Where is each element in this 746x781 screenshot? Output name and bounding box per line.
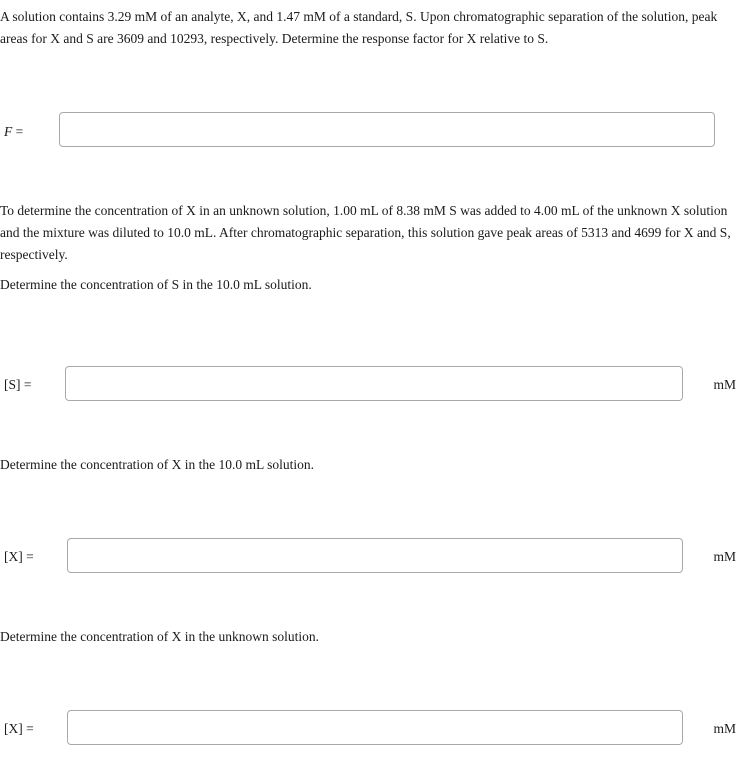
concentration-x-label: [X] = xyxy=(4,549,34,564)
problem-intro-text: A solution contains 3.29 mM of an analyte, X, and 1.47 mM of a standard, S. Upon chromatographic separation of the solution, peak areas for X and S are 3609 and 10293, respectively. Determine the response factor for X relative to S. xyxy=(0,9,718,46)
concentration-unknown-unit: mM xyxy=(713,721,736,736)
response-factor-variable: F xyxy=(4,124,13,139)
concentration-unknown-label: [X] = xyxy=(4,721,34,736)
response-factor-label xyxy=(4,123,23,141)
concentration-x-input[interactable] xyxy=(67,538,683,573)
concentration-x-unit: mM xyxy=(713,549,736,564)
problem-part2-text: To determine the concentration of X in an unknown solution, 1.00 mL of 8.38 mM S was added to 4.00 mL of the unknown X solution and the mixture was diluted to 10.0 mL. After chromatographic separation, this solution gave peak areas of 5313 and 4699 for X and S, respectively. xyxy=(0,203,731,262)
concentration-s-input[interactable] xyxy=(65,366,683,401)
response-factor-input[interactable] xyxy=(59,112,715,147)
equals-sign: = xyxy=(12,124,24,139)
question-concentration-s: Determine the concentration of S in the 10.0 mL solution. xyxy=(0,277,312,292)
question-concentration-x: Determine the concentration of X in the 10.0 mL solution. xyxy=(0,457,315,472)
concentration-unknown-input[interactable] xyxy=(67,710,683,745)
question-concentration-unknown: Determine the concentration of X in the unknown solution. xyxy=(0,629,320,644)
concentration-s-unit: mM xyxy=(713,377,736,392)
concentration-s-label: [S] = xyxy=(4,377,32,392)
